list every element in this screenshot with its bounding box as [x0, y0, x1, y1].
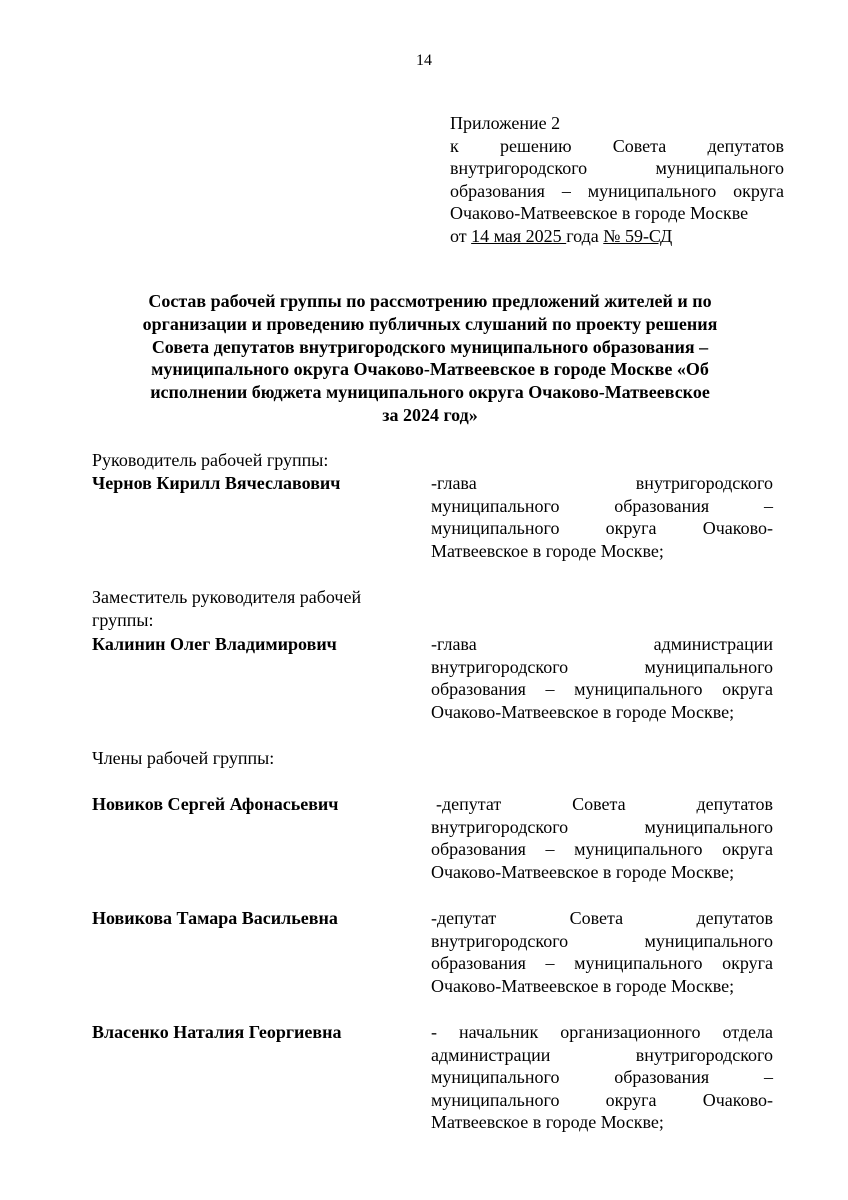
- section-label-line: группы:: [92, 609, 154, 630]
- role-line: образования – муниципального округа: [431, 839, 773, 859]
- document-heading: [100, 290, 760, 427]
- section-label-members: Члены рабочей группы:: [92, 748, 275, 768]
- role-line: - начальник организационного отдела: [431, 1022, 773, 1042]
- role-line: Очаково-Матвеевское в городе Москве;: [431, 701, 735, 722]
- heading-line: муниципального округа Очаково-Матвеевское в городе Москве «Об: [151, 359, 709, 380]
- role-line: -глава администрации: [431, 634, 773, 654]
- decision-date: 14 мая 2025: [471, 225, 567, 246]
- role-line: муниципального образования –: [431, 1067, 773, 1087]
- date-suffix: года: [566, 225, 604, 246]
- page-number: 14: [416, 52, 432, 69]
- appendix-block: [450, 112, 784, 247]
- role-line: образования – муниципального округа: [431, 953, 773, 973]
- member-role: [431, 793, 773, 883]
- heading-line: Совета депутатов внутригородского муниципального образования –: [151, 336, 709, 357]
- appendix-line: внутригородского муниципального: [450, 158, 784, 178]
- member-name: Чернов Кирилл Вячеславович: [92, 473, 341, 493]
- role-line: Очаково-Матвеевское в городе Москве;: [431, 975, 735, 996]
- role-line: внутригородского муниципального: [431, 816, 773, 837]
- appendix-line: к решению Совета депутатов: [450, 135, 784, 156]
- role-line: муниципального округа Очаково-: [431, 1089, 773, 1110]
- date-prefix: от: [450, 225, 472, 246]
- heading-line: Состав рабочей группы по рассмотрению предложений жителей и по: [148, 291, 712, 311]
- member-name: Новиков Сергей Афонасьевич: [92, 794, 339, 814]
- role-line: администрации внутригородского: [431, 1044, 773, 1065]
- role-line: Очаково-Матвеевское в городе Москве;: [431, 861, 735, 882]
- role-line: -глава внутригородского: [431, 473, 773, 493]
- member-role: [431, 633, 773, 723]
- heading-line: за 2024 год»: [382, 404, 478, 425]
- role-line: муниципального округа Очаково-: [431, 518, 773, 538]
- member-role: [431, 472, 773, 562]
- role-line: Матвеевское в городе Москве;: [431, 540, 664, 561]
- role-line: -депутат Совета депутатов: [431, 908, 773, 928]
- role-line: -депутат Совета депутатов: [436, 794, 773, 814]
- heading-line: исполнении бюджета муниципального округа Очаково-Матвеевское: [150, 382, 710, 403]
- heading-line: организации и проведению публичных слушаний по проекту решения: [142, 313, 718, 334]
- role-line: внутригородского муниципального: [431, 930, 773, 951]
- member-name: Калинин Олег Владимирович: [92, 634, 337, 654]
- role-line: образования – муниципального округа: [431, 679, 773, 699]
- appendix-title: Приложение 2: [450, 113, 561, 133]
- role-line: муниципального образования –: [431, 495, 773, 516]
- member-role: [431, 907, 773, 997]
- appendix-date-line: [450, 225, 784, 248]
- section-label-line: Заместитель руководителя рабочей: [92, 587, 362, 607]
- role-line: Матвеевское в городе Москве;: [431, 1112, 664, 1132]
- decision-number: № 59-СД: [603, 225, 673, 246]
- appendix-line: Очаково-Матвеевское в городе Москве: [450, 203, 749, 223]
- section-label-head: Руководитель рабочей группы:: [92, 450, 329, 470]
- role-line: внутригородского муниципального: [431, 656, 773, 677]
- appendix-line: образования – муниципального округа: [450, 180, 784, 201]
- member-role: [431, 1021, 773, 1134]
- member-name: Власенко Наталия Георгиевна: [92, 1022, 342, 1042]
- section-label-deputy: [92, 586, 412, 631]
- member-name: Новикова Тамара Васильевна: [92, 908, 338, 928]
